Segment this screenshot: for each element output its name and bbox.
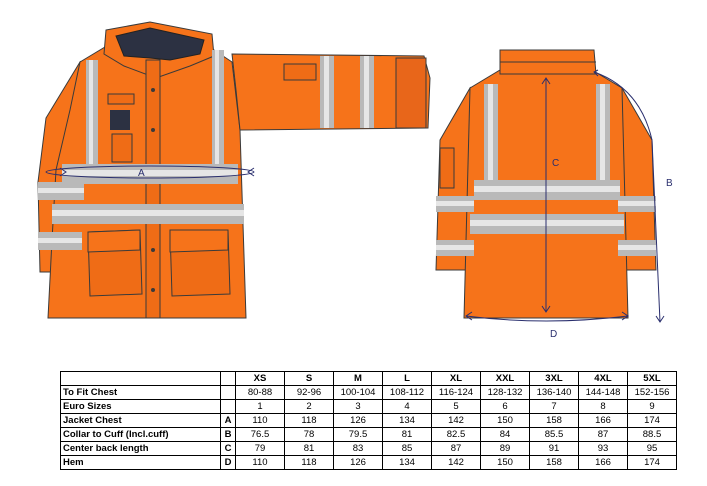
header-blank-cell: [61, 372, 221, 386]
table-row-center-back-length: [61, 442, 677, 456]
table-cell: 81: [383, 428, 432, 442]
table-cell: 174: [628, 456, 677, 470]
row-code: B: [221, 428, 236, 442]
measurement-label-b: B: [666, 178, 673, 189]
size-header-row: [61, 372, 677, 386]
table-cell: 126: [334, 456, 383, 470]
table-cell: 79: [236, 442, 285, 456]
table-cell: 76.5: [236, 428, 285, 442]
table-cell: 93: [579, 442, 628, 456]
measurement-label-c: C: [552, 158, 560, 169]
table-cell: 91: [530, 442, 579, 456]
table-cell: 92-96: [285, 386, 334, 400]
table-cell: 134: [383, 414, 432, 428]
table-cell: 126: [334, 414, 383, 428]
size-header-4xl: 4XL: [579, 372, 628, 386]
row-label: Center back length: [61, 442, 221, 456]
header-code-cell: [221, 372, 236, 386]
table-cell: 87: [432, 442, 481, 456]
table-cell: 3: [334, 400, 383, 414]
table-cell: 79.5: [334, 428, 383, 442]
jacket-front-view: [38, 22, 430, 318]
table-cell: 78: [285, 428, 334, 442]
table-cell: 87: [579, 428, 628, 442]
table-row-to-fit-chest: [61, 386, 677, 400]
size-header-3xl: 3XL: [530, 372, 579, 386]
table-cell: 142: [432, 414, 481, 428]
size-header-s: S: [285, 372, 334, 386]
row-code: [221, 400, 236, 414]
table-cell: 7: [530, 400, 579, 414]
table-row-euro-sizes: [61, 400, 677, 414]
table-cell: 174: [628, 414, 677, 428]
table-cell: 84: [481, 428, 530, 442]
table-cell: 95: [628, 442, 677, 456]
table-cell: 128-132: [481, 386, 530, 400]
table-cell: 100-104: [334, 386, 383, 400]
table-cell: 142: [432, 456, 481, 470]
table-cell: 118: [285, 414, 334, 428]
row-label: To Fit Chest: [61, 386, 221, 400]
size-header-5xl: 5XL: [628, 372, 677, 386]
table-cell: 150: [481, 456, 530, 470]
table-cell: 150: [481, 414, 530, 428]
table-cell: 5: [432, 400, 481, 414]
measurement-label-d: D: [550, 329, 558, 340]
table-row-jacket-chest: [61, 414, 677, 428]
size-header-m: M: [334, 372, 383, 386]
table-row-collar-to-cuff: [61, 428, 677, 442]
table-cell: 85: [383, 442, 432, 456]
table-cell: 85.5: [530, 428, 579, 442]
table-cell: 83: [334, 442, 383, 456]
table-cell: 110: [236, 414, 285, 428]
row-label: Collar to Cuff (Incl.cuff): [61, 428, 221, 442]
table-cell: 9: [628, 400, 677, 414]
row-label: Euro Sizes: [61, 400, 221, 414]
table-cell: 110: [236, 456, 285, 470]
table-cell: 88.5: [628, 428, 677, 442]
table-cell: 80-88: [236, 386, 285, 400]
table-cell: 152-156: [628, 386, 677, 400]
table-cell: 116-124: [432, 386, 481, 400]
table-cell: 158: [530, 456, 579, 470]
table-cell: 8: [579, 400, 628, 414]
table-cell: 1: [236, 400, 285, 414]
table-cell: 134: [383, 456, 432, 470]
size-chart-table: [60, 371, 677, 470]
table-cell: 166: [579, 456, 628, 470]
size-header-xs: XS: [236, 372, 285, 386]
table-cell: 4: [383, 400, 432, 414]
row-code: A: [221, 414, 236, 428]
size-header-l: L: [383, 372, 432, 386]
measurement-label-a: A: [138, 168, 145, 179]
row-code: D: [221, 456, 236, 470]
table-cell: 166: [579, 414, 628, 428]
table-cell: 144-148: [579, 386, 628, 400]
row-label: Hem: [61, 456, 221, 470]
row-code: C: [221, 442, 236, 456]
row-code: [221, 386, 236, 400]
table-cell: 2: [285, 400, 334, 414]
table-cell: 108-112: [383, 386, 432, 400]
table-cell: 82.5: [432, 428, 481, 442]
table-cell: 158: [530, 414, 579, 428]
size-header-xl: XL: [432, 372, 481, 386]
table-cell: 6: [481, 400, 530, 414]
jacket-back-view: [436, 50, 673, 340]
table-cell: 89: [481, 442, 530, 456]
table-cell: 136-140: [530, 386, 579, 400]
row-label: Jacket Chest: [61, 414, 221, 428]
table-row-hem: [61, 456, 677, 470]
table-cell: 81: [285, 442, 334, 456]
size-header-xxl: XXL: [481, 372, 530, 386]
table-cell: 118: [285, 456, 334, 470]
